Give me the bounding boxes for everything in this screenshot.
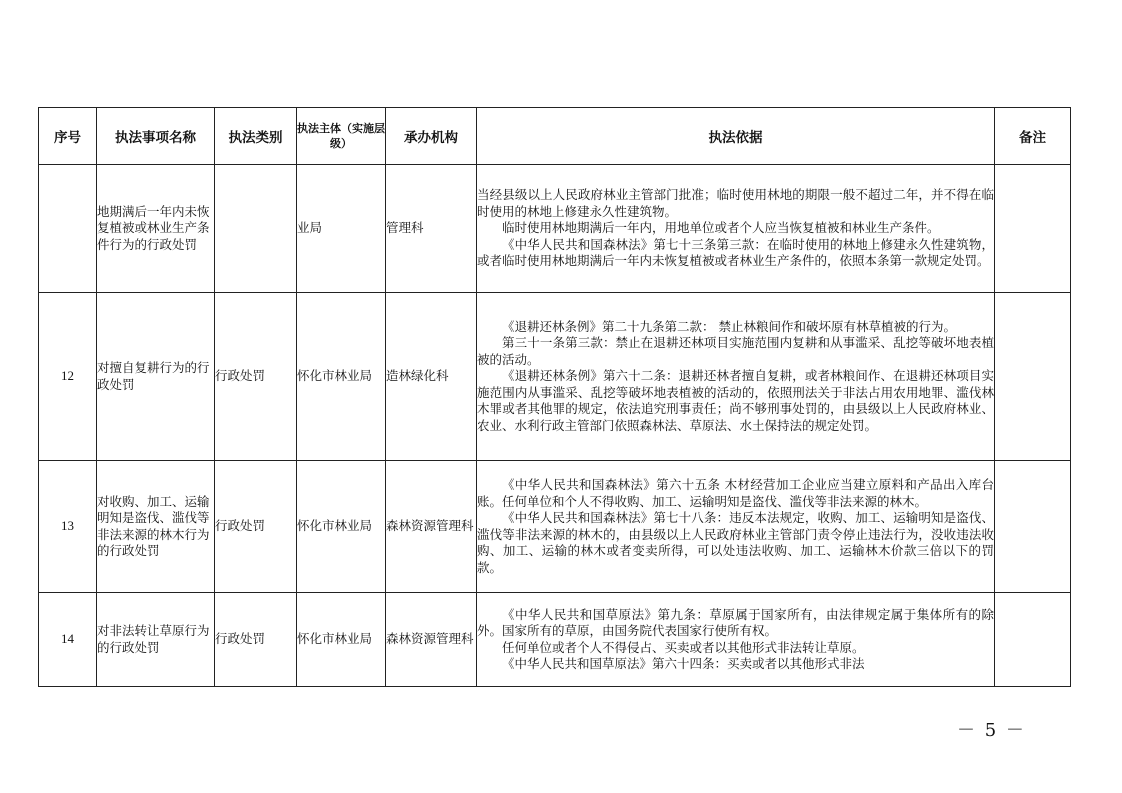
row-agency: 森林资源管理科	[386, 593, 477, 687]
basis-paragraph: 《退耕还林条例》第六十二条：退耕还林者擅自复耕，或者林粮间作、在退耕还林项目实施范围内从事滥采、乱挖等破坏地表植被的活动的，依照刑法关于非法占用农用地罪、滥伐林木罪或者其他罪的规定，依法追究刑事责任；尚不够刑事处罚的，由县级以上人民政府林业、农业、水利行政主管部门依照森林法、草原法、水土保持法的规定处罚。	[477, 368, 994, 433]
row-seq	[39, 165, 97, 293]
table-row	[39, 165, 1071, 293]
basis-paragraph: 《中华人民共和国森林法》第六十五条 木材经营加工企业应当建立原料和产品出入库台账。任何单位和个人不得收购、加工、运输明知是盗伐、滥伐等非法来源的林木。	[477, 477, 994, 509]
law-enforcement-table	[38, 107, 1071, 687]
row-seq: 13	[39, 461, 97, 593]
row-basis	[477, 593, 995, 687]
row-category: 行政处罚	[215, 461, 297, 593]
row-basis	[477, 293, 995, 461]
basis-paragraph: 第三十一条第三款：禁止在退耕还林项目实施范围内复耕和从事滥采、乱挖等破坏地表植被的活动。	[477, 335, 994, 367]
table-header-row	[39, 108, 1071, 165]
row-seq: 12	[39, 293, 97, 461]
basis-paragraph: 当经县级以上人民政府林业主管部门批准；临时使用林地的期限一般不超过二年，并不得在临时使用的林地上修建永久性建筑物。	[477, 187, 994, 219]
row-remark	[995, 165, 1071, 293]
basis-paragraph: 《中华人民共和国森林法》第七十八条：违反本法规定，收购、加工、运输明知是盗伐、滥伐等非法来源的林木的，由县级以上人民政府林业主管部门责令停止违法行为，没收违法收购、加工、运输的林木或者变卖所得，可以处违法收购、加工、运输林木价款三倍以下的罚款。	[477, 510, 994, 575]
row-remark	[995, 593, 1071, 687]
row-category	[215, 165, 297, 293]
table-row	[39, 293, 1071, 461]
header-category: 执法类别	[215, 108, 297, 165]
row-item-name: 对擅自复耕行为的行政处罚	[97, 293, 215, 461]
row-agency: 造林绿化科	[386, 293, 477, 461]
row-basis	[477, 165, 995, 293]
header-item-name: 执法事项名称	[97, 108, 215, 165]
row-subject: 怀化市林业局	[297, 593, 386, 687]
row-remark	[995, 293, 1071, 461]
row-category: 行政处罚	[215, 593, 297, 687]
row-subject: 业局	[297, 165, 386, 293]
row-item-name: 对非法转让草原行为的行政处罚	[97, 593, 215, 687]
header-basis: 执法依据	[477, 108, 995, 165]
table-row	[39, 461, 1071, 593]
table-row	[39, 593, 1071, 687]
row-remark	[995, 461, 1071, 593]
basis-paragraph: 临时使用林地期满后一年内，用地单位或者个人应当恢复植被和林业生产条件。	[502, 220, 940, 236]
row-basis	[477, 461, 995, 593]
header-agency: 承办机构	[386, 108, 477, 165]
row-item-name: 对收购、加工、运输明知是盗伐、滥伐等非法来源的林木行为的行政处罚	[97, 461, 215, 593]
basis-paragraph: 任何单位或者个人不得侵占、买卖或者以其他形式非法转让草原。	[502, 639, 865, 655]
row-agency: 森林资源管理科	[386, 461, 477, 593]
row-subject: 怀化市林业局	[297, 293, 386, 461]
basis-paragraph: 《退耕还林条例》第二十九条第二款： 禁止林粮间作和破坏原有林草植被的行为。	[502, 318, 956, 334]
header-remark: 备注	[995, 108, 1071, 165]
row-item-name: 地期满后一年内未恢复植被或林业生产条件行为的行政处罚	[97, 165, 215, 293]
header-seq: 序号	[39, 108, 97, 165]
row-subject: 怀化市林业局	[297, 461, 386, 593]
row-seq: 14	[39, 593, 97, 687]
basis-paragraph: 《中华人民共和国森林法》第七十三条第三款：在临时使用的林地上修建永久性建筑物，或者临时使用林地期满后一年内未恢复植被或者林业生产条件的，依照本条第一款规定处罚。	[477, 236, 994, 269]
page-number: － 5 －	[957, 720, 1026, 741]
row-category: 行政处罚	[215, 293, 297, 461]
basis-paragraph: 《中华人民共和国草原法》第九条：草原属于国家所有，由法律规定属于集体所有的除外。国家所有的草原，由国务院代表国家行使所有权。	[477, 606, 994, 638]
row-agency: 管理科	[386, 165, 477, 293]
basis-paragraph: 《中华人民共和国草原法》第六十四条：买卖或者以其他形式非法	[502, 656, 865, 671]
header-subject: 执法主体（实施层级）	[297, 108, 386, 165]
